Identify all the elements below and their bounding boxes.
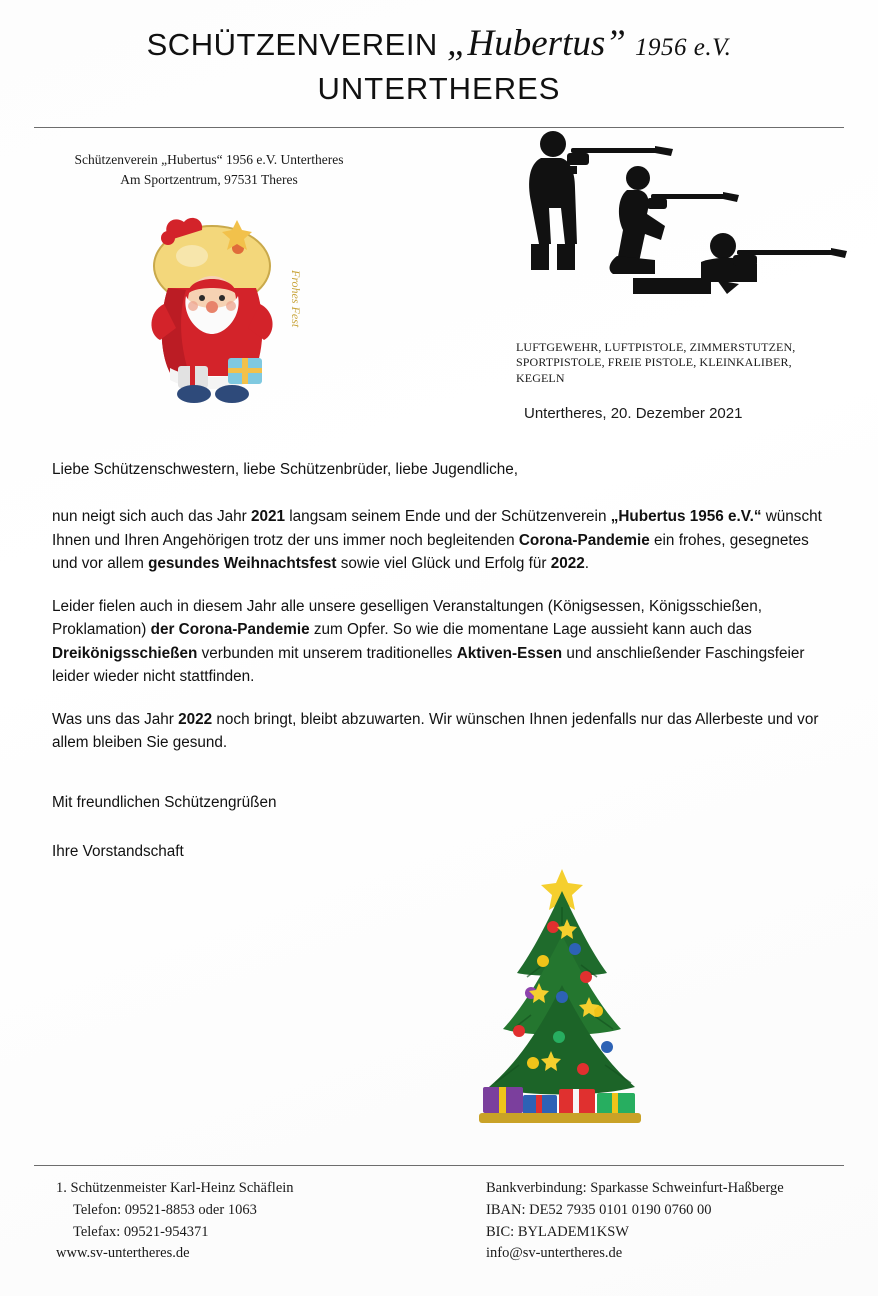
paragraph-2 [52,595,826,688]
footer-bank-block [464,1178,844,1265]
club-name-year: 1956 e.V. [634,34,732,61]
salutation: Liebe Schützenschwestern, liebe Schützenbrüder, liebe Jugendliche, [52,461,519,478]
closing-line: Mit freundlichen Schützengrüßen [52,793,277,811]
p3-seg-a: Was uns das Jahr [52,711,179,728]
club-name-line [34,22,844,65]
footer-phone: Telefon: 09521-8853 oder 1063 [73,1201,257,1218]
p1-year-2021: 2021 [251,508,286,526]
p3-year-2022: 2022 [178,711,213,728]
sender-address [44,150,374,189]
footer-iban: IBAN: DE52 7935 0101 0190 0760 00 [486,1201,712,1218]
p1-seg-i: sowie viel Glück und Erfolg für [336,554,551,572]
club-name-script: „Hubertus” [446,23,626,64]
club-name-prefix: SCHÜTZENVEREIN [146,27,438,62]
signature-line: Ihre Vorstandschaft [52,842,184,860]
p1-seg-a: nun neigt sich auch das Jahr [52,508,251,526]
p2-dreikoenigsschiessen: Dreikönigsschießen [52,644,198,662]
footer-bic: BIC: BYLADEM1KSW [486,1223,629,1240]
p1-year-2022: 2022 [550,554,585,572]
disciplines-line-3: KEGELN [516,370,565,385]
p1-seg-c: langsam seinem Ende und der Schützenverein [285,508,611,526]
footer-bank-name: Bankverbindung: Sparkasse Schweinfurt-Haßberge [486,1180,784,1196]
place-and-date: Untertheres, 20. Dezember 2021 [524,405,743,422]
p1-gesundes-weihnachtsfest: gesundes Weihnachtsfest [148,554,337,572]
p2-corona-pandemie: der Corona-Pandemie [150,621,310,639]
footer-divider [34,1165,844,1166]
disciplines-list [516,340,795,386]
p1-seg-k: . [584,554,590,572]
club-location: UNTERTHERES [317,71,561,106]
footer-chairman: 1. Schützenmeister Karl-Heinz Schäflein [56,1180,294,1196]
sender-line-1: Schützenverein „Hubertus“ 1956 e.V. Untertheres [74,152,344,167]
p2-seg-g: und anschließender Faschingsfeier leider wieder nicht stattfinden. [52,644,805,685]
christmas-tree-illustration [455,865,670,1130]
shooting-club-logo [505,122,850,337]
p1-club-name: „Hubertus 1956 e.V.“ [610,508,762,526]
tree-area [0,883,878,1153]
letter-body [0,458,878,863]
p1-corona-pandemie: Corona-Pandemie [518,531,650,549]
p2-seg-a: Leider fielen auch in diesem Jahr alle unsere geselligen Veranstaltungen (Königsessen, Königsschießen, Proklamation) [52,598,763,639]
p1-seg-g: ein frohes, gesegnetes und vor allem [52,531,809,572]
santa-banner-text: Frohes Fest [289,270,303,328]
p2-seg-e: verbunden mit unserem traditionelles [197,644,457,662]
footer-contact-block [34,1178,464,1265]
p2-aktiven-essen: Aktiven-Essen [456,644,563,662]
sender-line-2: Am Sportzentrum, 97531 Theres [120,171,298,187]
paragraph-1 [52,505,826,575]
footer-email-link[interactable]: info@sv-untertheres.de [486,1245,623,1262]
p1-seg-e: wünscht Ihnen und Ihren Angehörigen trotz der uns immer noch begleitenden [52,508,822,549]
p3-seg-c: noch bringt, bleibt abzuwarten. Wir wünschen Ihnen jedenfalls nur das Allerbeste und vor allem bleiben Sie gesund. [52,711,819,752]
santa-claus-illustration [120,208,320,423]
disciplines-line-1: LUFTGEWEHR, LUFTPISTOLE, ZIMMERSTUTZEN, [516,340,796,354]
paragraph-3 [52,708,826,755]
footer-fax: Telefax: 09521-954371 [73,1223,209,1240]
letterhead [0,0,878,107]
footer-website-link[interactable]: www.sv-untertheres.de [56,1245,190,1262]
footer [0,1178,878,1265]
p2-seg-c: zum Opfer. So wie die momentane Lage aussieht kann auch das [309,621,752,639]
header-content-row [0,128,878,458]
disciplines-line-2: SPORTPISTOLE, FREIE PISTOLE, KLEINKALIBER, [516,355,792,370]
